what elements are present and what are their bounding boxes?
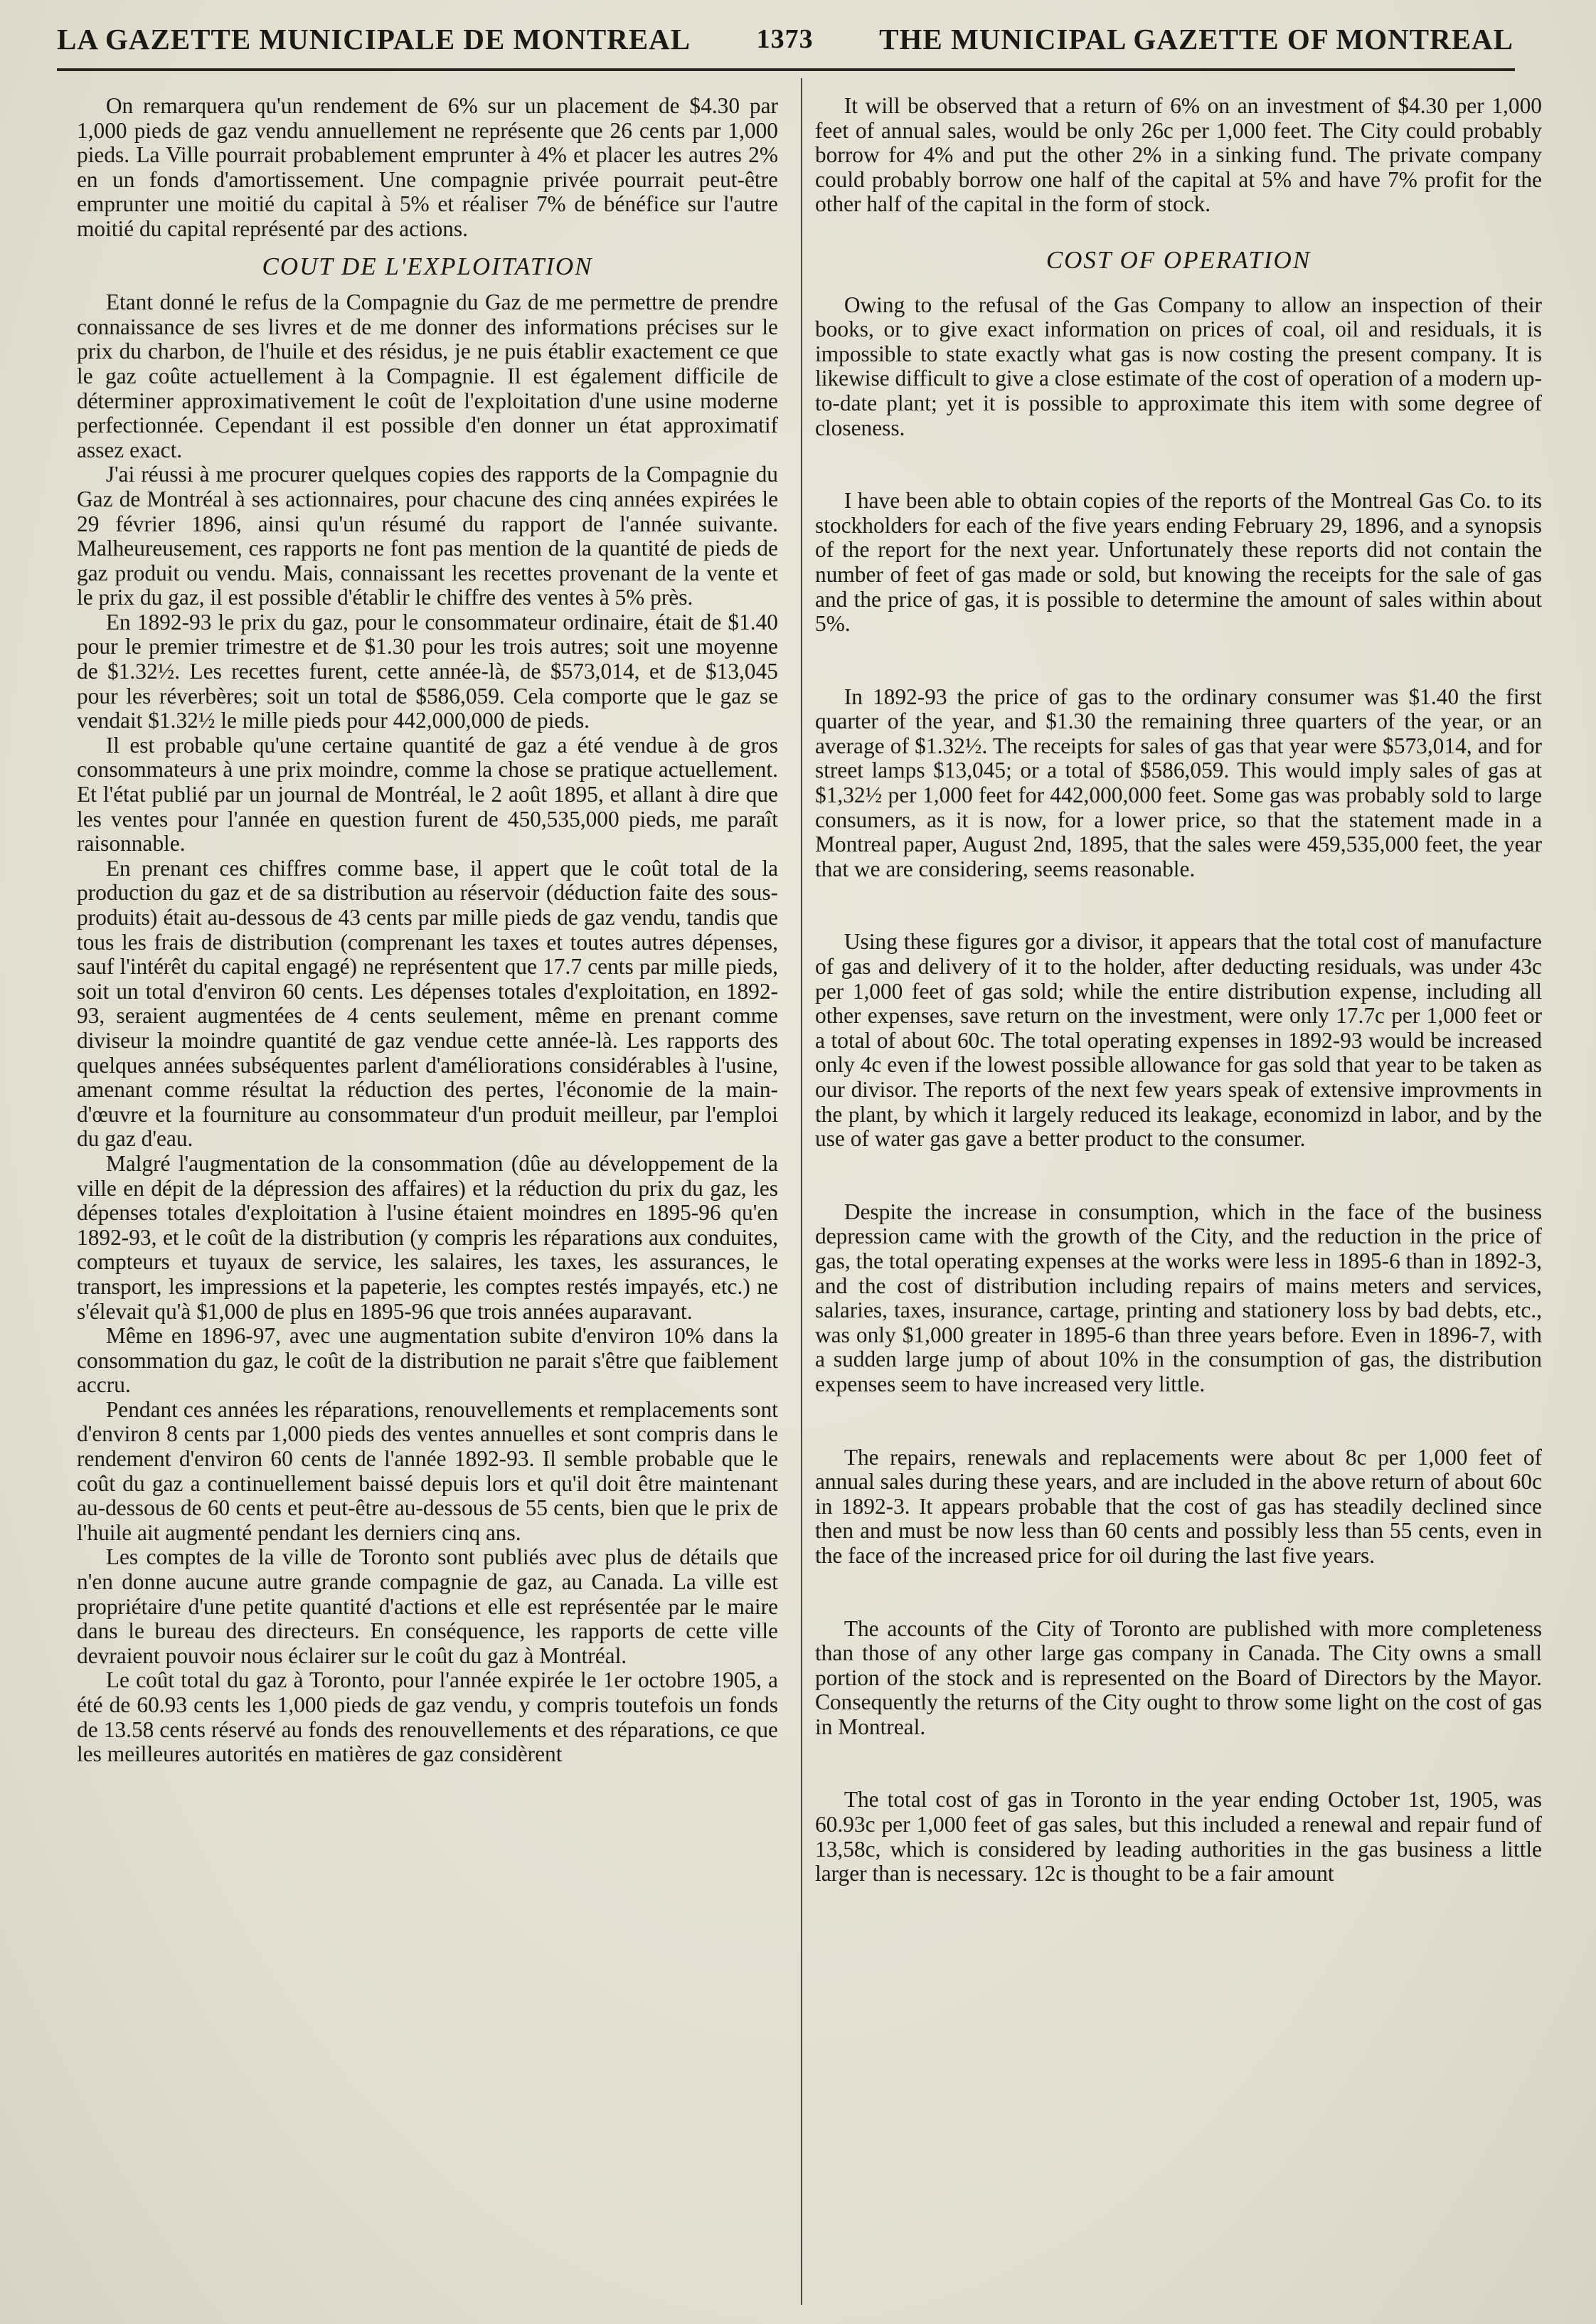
column-divider (801, 78, 802, 2305)
french-paragraph: Le coût total du gaz à Toronto, pour l'année expirée le 1er octobre 1905, a été de 60.93 cents les 1,000 pieds de gaz vendu, y compris toutefois un fonds de 13.58 cents réservé au fonds des renouvellements et des réparations, ce que les meilleures autorités en matières de gaz considèrent (77, 1667, 778, 1767)
french-title: LA GAZETTE MUNICIPALE DE MONTREAL (57, 23, 691, 55)
french-paragraph: Etant donné le refus de la Compagnie du Gaz de me permettre de prendre connaissance de ses livres et de me donner des informations précises sur le prix du charbon, de l'huile et des résidus, je ne puis établir exactement ce que le gaz coûte actuellement à la Compagnie. Il est également difficile de déterminer approximativement le coût de l'exploitation d'une usine moderne perfectionnée. Cependant il est possible d'en donner un état approximatif assez exact. (77, 290, 778, 462)
french-paragraph: Malgré l'augmentation de la consommation (dûe au développement de la ville en dépit de la dépression des affaires) et la réduction du prix du gaz, les dépenses totales d'exploitation à l'usine étaient moindres en 1895-96 qu'en 1892-93, et le coût de la distribution (y compris les réparations aux conduites, compteurs et tuyaux de service, les salaires, les taxes, les assurances, le transport, les impressions et la papeterie, les comptes restés impayés, etc.) ne s'élevait qu'à $1,000 de plus en 1895-96 que trois années auparavant. (77, 1150, 778, 1324)
french-paragraph: Il est probable qu'une certaine quantité de gaz a été vendue à de gros consommateurs à une prix moindre, comme la chose se pratique actuellement. Et l'état publié par un journal de Montréal, le 2 août 1895, et allant à dire que les ventes pour l'année en question furent de 450,535,000 pieds, me paraît raisonnable. (77, 732, 778, 856)
english-paragraph: Using these figures gor a divisor, it appears that the total cost of manufacture of gas and delivery of it to the holder, after deducting residuals, was under 43c per 1,000 feet of gas sold; while the entire distribution expense, including all other expenses, save return on the investment, were only 17.7c per 1,000 feet or a total of about 60c. The total operating expenses in 1892-93 would be increased only 4c even if the lowest possible allowance for gas sold that year to be taken as our divisor. The reports of the next few years speak of extensive improvments in the plant, by which it largely reduced its leakage, economizd in labor, and by the use of water gas gave a better product to the consumer. (815, 929, 1542, 1152)
english-paragraph: Despite the increase in consumption, which in the face of the business depression came with the growth of the City, and the reduction in the price of gas, the total operating expenses at the works were less in 1895-6 than in 1892-3, and the cost of distribution including repairs of mains meters and services, salaries, taxes, insurance, cartage, printing and stationery loss by bad debts, etc., was only $1,000 greater in 1895-6 than three years before. Even in 1896-7, with a sudden large jump of about 10% in the consumption of gas, the distribution expenses seem to have increased very little. (815, 1199, 1542, 1396)
english-heading: COST OF OPERATION (1046, 245, 1312, 274)
english-paragraph: The total cost of gas in Toronto in the year ending October 1st, 1905, was 60.93c per 1,000 feet of gas sales, but this included a renewal and repair fund of 13,58c, which is considered by leading authorities in the gas business a little larger than is necessary. 12c is thought to be a fair amount (815, 1787, 1542, 1887)
french-paragraph: J'ai réussi à me procurer quelques copies des rapports de la Compagnie du Gaz de Montréal à ses actionnaires, pour chacune des cinq années expirées le 29 février 1896, ainsi qu'un résumé du rapport de l'année suivante. Malheureusement, ces rapports ne font pas mention de la quantité de pieds de gaz produit ou vendu. Mais, connaissant les recettes provenant de la vente et le prix du gaz, il est possible d'établir le chiffre des ventes à 5% près. (77, 462, 778, 610)
page-number: 1373 (756, 24, 814, 54)
header-rule (57, 68, 1515, 71)
french-paragraph: Pendant ces années les réparations, renouvellements et remplacements sont d'environ 8 cents par 1,000 pieds des ventes annuelles et sont compris dans le rendement d'environ 60 cents de l'année 1892-93. Il semble probable que le coût du gaz a continuellement baissé depuis lors et qu'il doit être maintenant au-dessous de 60 cents et peut-être au-dessous de 55 cents, bien que le prix de l'huile ait augmenté pendant les derniers cinq ans. (77, 1396, 778, 1545)
english-paragraph: The accounts of the City of Toronto are published with more completeness than those of any other large gas company in Canada. The City owns a small portion of the stock and is represented on the Board of Directors by the Mayor. Consequently the returns of the City ought to throw some light on the cost of gas in Montreal. (815, 1615, 1542, 1739)
english-column (815, 94, 1542, 1887)
page-header (57, 14, 1513, 64)
english-paragraph: The repairs, renewals and replacements were about 8c per 1,000 feet of annual sales during these years, and are included in the above return of about 60c in 1892-3. It appears probable that the cost of gas has steadily declined since then and must be now less than 60 cents and possibly less than 55 cents, even in the face of the increased price for oil during the last five years. (815, 1444, 1542, 1568)
french-column (77, 94, 778, 1767)
english-paragraph: I have been able to obtain copies of the reports of the Montreal Gas Co. to its stockholders for each of the five years ending February 29, 1896, and a synopsis of the report for the next year. Unfortunately these reports did not contain the number of feet of gas made or sold, but knowing the receipts for the sale of gas and the price of gas, it is possible to determine the amount of sales within about 5%. (815, 488, 1542, 637)
english-paragraph: In 1892-93 the price of gas to the ordinary consumer was $1.40 the first quarter of the year, and $1.30 the remaining three quarters of the year, or an average of $1.32½. The receipts for sales of gas that year were $573,014, and for street lamps $13,045; or a total of $586,059. This would imply sales of gas at $1,32½ per 1,000 feet for 442,000,000 feet. Some gas was probably sold to large consumers, as it is now, for a lower price, so that the statement made in a Montreal paper, August 2nd, 1895, that the sales were 459,535,000 feet, the year that we are considering, seems reasonable. (815, 684, 1542, 881)
english-paragraph: Owing to the refusal of the Gas Company to allow an inspection of their books, or to give exact information on prices of coal, oil and residuals, it is impossible to state exactly what gas is now costing the present company. It is likewise difficult to give a close estimate of the cost of operation of a modern up-to-date plant; yet it is possible to approximate this item with some degree of closeness. (815, 292, 1542, 440)
english-title: THE MUNICIPAL GAZETTE OF MONTREAL (879, 23, 1513, 55)
french-paragraph: En 1892-93 le prix du gaz, pour le consommateur ordinaire, était de $1.40 pour le premier trimestre et de $1.30 pour les trois autres; soit une moyenne de $1.32½. Les recettes furent, cette année-là, de $573,014, et de $13,045 pour les réverbères; soit un total de $586,059. Cela comporte que le gaz se vendait $1.32½ le mille pieds pour 442,000,000 de pieds. (77, 609, 778, 733)
french-paragraph: Les comptes de la ville de Toronto sont publiés avec plus de détails que n'en donne aucune autre grande compagnie de gaz, au Canada. La ville est propriétaire d'une petite quantité d'actions et elle est représentée par le maire dans le bureau des directeurs. En conséquence, les rapports de cette ville devraient pouvoir nous éclairer sur le coût du gaz à Montréal. (77, 1544, 778, 1668)
french-paragraph: Même en 1896-97, avec une augmentation subite d'environ 10% dans la consommation du gaz, le coût de la distribution ne parait s'être que faiblement accru. (77, 1323, 778, 1398)
french-paragraph: On remarquera qu'un rendement de 6% sur un placement de $4.30 par 1,000 pieds de gaz vendu annuellement ne représente que 26 cents par 1,000 pieds. La Ville pourrait probablement emprunter à 4% et placer les autres 2% en un fonds d'amortissement. Une compagnie privée pourrait peut-être emprunter une moitié du capital à 5% et réaliser 7% de bénéfice sur l'autre moitié du capital représenté par des actions. (77, 93, 778, 241)
french-paragraph: En prenant ces chiffres comme base, il appert que le coût total de la production du gaz et de sa distribution au réservoir (déduction faite des sous-produits) était au-dessous de 43 cents par mille pieds de gaz vendu, tandis que tous les frais de distribution (comprenant les taxes et toutes autres dépenses, sauf l'intérêt du capital engagé) ne représentent que 17.7 cents par mille pieds, soit un total d'environ 60 cents. Les dépenses totales d'exploitation, en 1892-93, seraient augmentées de 4 cents seulement, même en prenant comme diviseur la moindre quantité de gaz vendue cette année-là. Les rapports des quelques années subséquentes parlent d'améliorations considérables à l'usine, amenant comme résultat la réduction des pertes, l'économie de la main-d'œuvre et la fourniture au consommateur d'un produit meilleur, par l'emploi du gaz d'eau. (77, 855, 778, 1152)
english-paragraph: It will be observed that a return of 6% on an investment of $4.30 per 1,000 feet of annual sales, would be only 26c per 1,000 feet. The City could probably borrow for 4% and put the other 2% in a sinking fund. The private company could probably borrow one half of the capital at 5% and have 7% profit for the other half of the capital in the form of stock. (815, 93, 1542, 217)
french-heading: COUT DE L'EXPLOITATION (262, 252, 593, 280)
